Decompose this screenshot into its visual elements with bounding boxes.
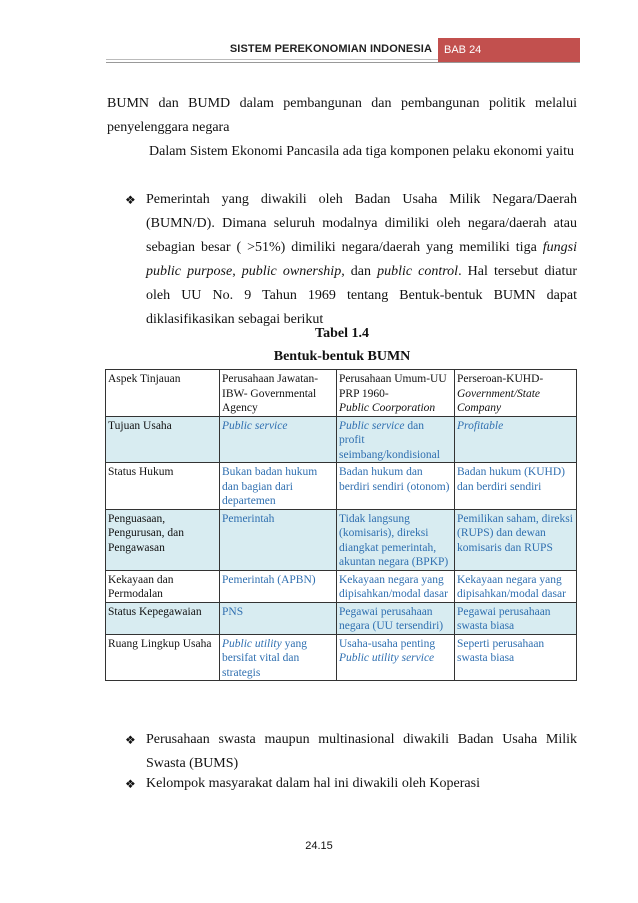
table-cell: Penguasaan, Pengurusan, dan Pengawasan: [106, 509, 220, 570]
bullet-item-cooperative: [125, 772, 577, 796]
table-cell: Badan hukum (KUHD) dan berdiri sendiri: [455, 463, 577, 510]
table-cell: Bukan badan hukum dan bagian dari departemen: [220, 463, 337, 510]
table-cell: Kekayaan negara yang dipisahkan/modal dasar: [455, 570, 577, 602]
table-cell: Seperti perusahaan swasta biasa: [455, 634, 577, 681]
table-row: [106, 463, 577, 510]
diamond-bullet-icon: ❖: [125, 733, 136, 747]
table-cell: Kekayaan dan Permodalan: [106, 570, 220, 602]
table-row: [106, 570, 577, 602]
bullet-item-government: [125, 188, 577, 332]
table-header-cell: Aspek Tinjauan: [106, 370, 220, 417]
table-cell: Pemerintah: [220, 509, 337, 570]
table-row: [106, 602, 577, 634]
table-cell: Public service dan profit seimbang/kondisional: [337, 416, 455, 463]
table-cell: Pemerintah (APBN): [220, 570, 337, 602]
header-divider: [106, 62, 580, 63]
table-cell: Public service: [220, 416, 337, 463]
table-cell: Badan hukum dan berdiri sendiri (otonom): [337, 463, 455, 510]
table-cell: PNS: [220, 602, 337, 634]
table-cell: Status Kepegawaian: [106, 602, 220, 634]
table-cell: Pegawai perusahaan negara (UU tersendiri): [337, 602, 455, 634]
table-cell: Kekayaan negara yang dipisahkan/modal dasar: [337, 570, 455, 602]
table-cell: Public utility yang bersifat vital dan strategis: [220, 634, 337, 681]
table-cell: Status Hukum: [106, 463, 220, 510]
table-cell: Tidak langsung (komisaris), direksi diangkat pemerintah, akuntan negara (BPKP): [337, 509, 455, 570]
table-header-row: [106, 370, 577, 417]
bullet-text: Perusahaan swasta maupun multinasional diwakili Badan Usaha Milik Swasta (BUMS): [146, 732, 577, 771]
page-header: [106, 38, 580, 64]
diamond-bullet-icon: ❖: [125, 193, 136, 207]
paragraph-components: Dalam Sistem Ekonomi Pancasila ada tiga komponen pelaku ekonomi yaitu: [149, 144, 574, 159]
bullet-text: Pemerintah yang diwakili oleh Badan Usaha Milik Negara/Daerah (BUMN/D). Dimana seluruh modalnya dimiliki oleh negara/daerah atau sebagian besar ( >51%) dimiliki negara/daerah yang memiliki tiga fungsi public purpose, public ownership, dan public control. Hal tersebut diatur oleh UU No. 9 Tahun 1969 tentang Bentuk-bentuk BUMN dapat diklasifikasikan sebagai berikut: [146, 192, 578, 327]
table-row: [106, 634, 577, 681]
chapter-badge: BAB 24: [438, 38, 580, 62]
bullet-item-private: [125, 728, 577, 776]
paragraph-intro: BUMN dan BUMD dalam pembangunan dan pembangunan politik melalui penyelenggara negara: [107, 96, 577, 135]
table-cell: Ruang Lingkup Usaha: [106, 634, 220, 681]
page-number: 24.15: [305, 840, 333, 852]
table-row: [106, 509, 577, 570]
table-title: Bentuk-bentuk BUMN: [273, 349, 411, 364]
table-header-cell: Perseroan-KUHD- Government/State Company: [455, 370, 577, 417]
header-title: SISTEM PEREKONOMIAN INDONESIA: [229, 43, 432, 55]
header-divider-inner: [106, 59, 438, 60]
table-row: [106, 416, 577, 463]
table-caption: Tabel 1.4: [315, 326, 369, 341]
table-header-cell: Perusahaan Jawatan-IBW- Governmental Agency: [220, 370, 337, 417]
table-cell: Pemilikan saham, direksi (RUPS) dan dewan komisaris dan RUPS: [455, 509, 577, 570]
bullet-text: Kelompok masyarakat dalam hal ini diwakili oleh Koperasi: [146, 776, 480, 791]
table-header-cell: Perusahaan Umum-UU PRP 1960- Public Coorporation: [337, 370, 455, 417]
table-cell: Profitable: [455, 416, 577, 463]
table-cell: Usaha-usaha penting Public utility service: [337, 634, 455, 681]
table-cell: Pegawai perusahaan swasta biasa: [455, 602, 577, 634]
bumn-forms-table: [105, 369, 577, 681]
table-cell: Tujuan Usaha: [106, 416, 220, 463]
diamond-bullet-icon: ❖: [125, 777, 136, 791]
